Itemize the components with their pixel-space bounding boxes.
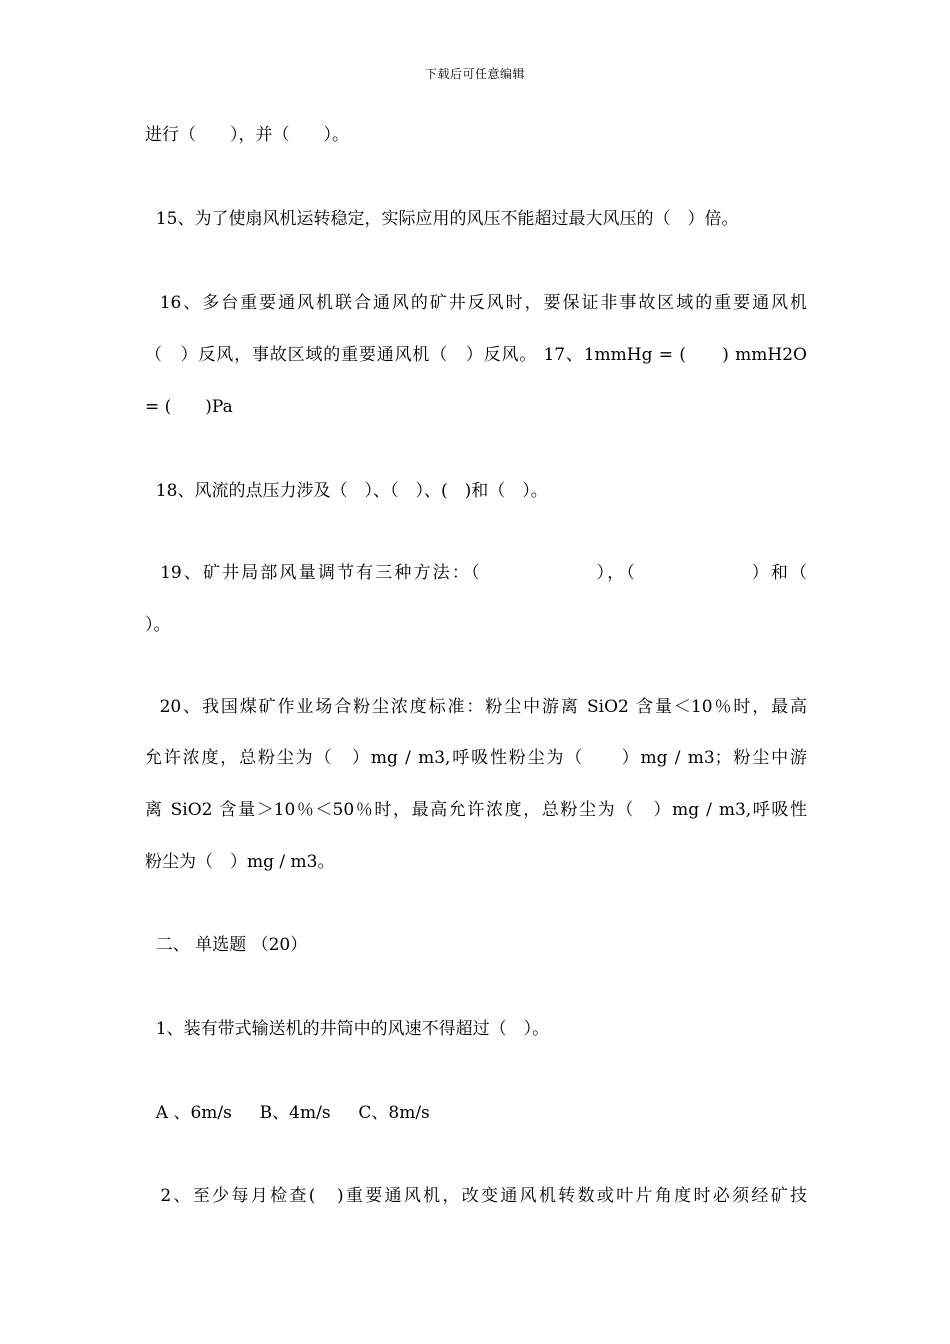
section-heading-single-choice: 二、 单选题 （20） bbox=[145, 935, 308, 955]
choice-question-1-options: A 、6m/s B、4m/s C、8m/s bbox=[145, 1103, 430, 1123]
question-16-line-1: 16、多台重要通风机联合通风的矿井反风时，要保证非事故区域的重要通风机 bbox=[145, 293, 807, 313]
choice-question-2: 2、至少每月检查( )重要通风机，改变通风机转数或叶片角度时必须经矿技 bbox=[145, 1186, 807, 1206]
question-19-line-2: ）。 bbox=[145, 615, 171, 635]
question-18: 18、风流的点压力涉及（ ）、（ ）、( )和（ ）。 bbox=[145, 481, 548, 501]
choice-question-1: 1、装有带式输送机的井筒中的风速不得超过（ ）。 bbox=[145, 1019, 550, 1039]
question-16-line-2: （ ）反风，事故区域的重要通风机（ ）反风。 17、1mmHg = ( ) mmH2O bbox=[145, 345, 807, 365]
question-20-line-1: 20、我国煤矿作业场合粉尘浓度标准：粉尘中游离 SiO2 含量＜10％时，最高 bbox=[145, 697, 807, 717]
question-20-line-3: 离 SiO2 含量＞10％＜50％时，最高允许浓度，总粉尘为（ ）mg / m3,呼吸性 bbox=[145, 800, 807, 820]
question-17-line-2: = ( )Pa bbox=[145, 397, 233, 417]
page-header: 下载后可任意编辑 bbox=[424, 67, 525, 81]
text-line-continuation: 进行（ ），并（ ）。 bbox=[145, 125, 349, 145]
question-19-line-1: 19、矿井局部风量调节有三种方法：（ ），（ ）和（ bbox=[145, 563, 807, 583]
question-15: 15、为了使扇风机运转稳定，实际应用的风压不能超过最大风压的（ ）倍。 bbox=[145, 209, 739, 229]
question-20-line-2: 允许浓度，总粉尘为（ ）mg / m3,呼吸性粉尘为（ ）mg / m3；粉尘中游 bbox=[145, 748, 807, 768]
question-20-line-4: 粉尘为（ ）mg / m3。 bbox=[145, 852, 335, 872]
